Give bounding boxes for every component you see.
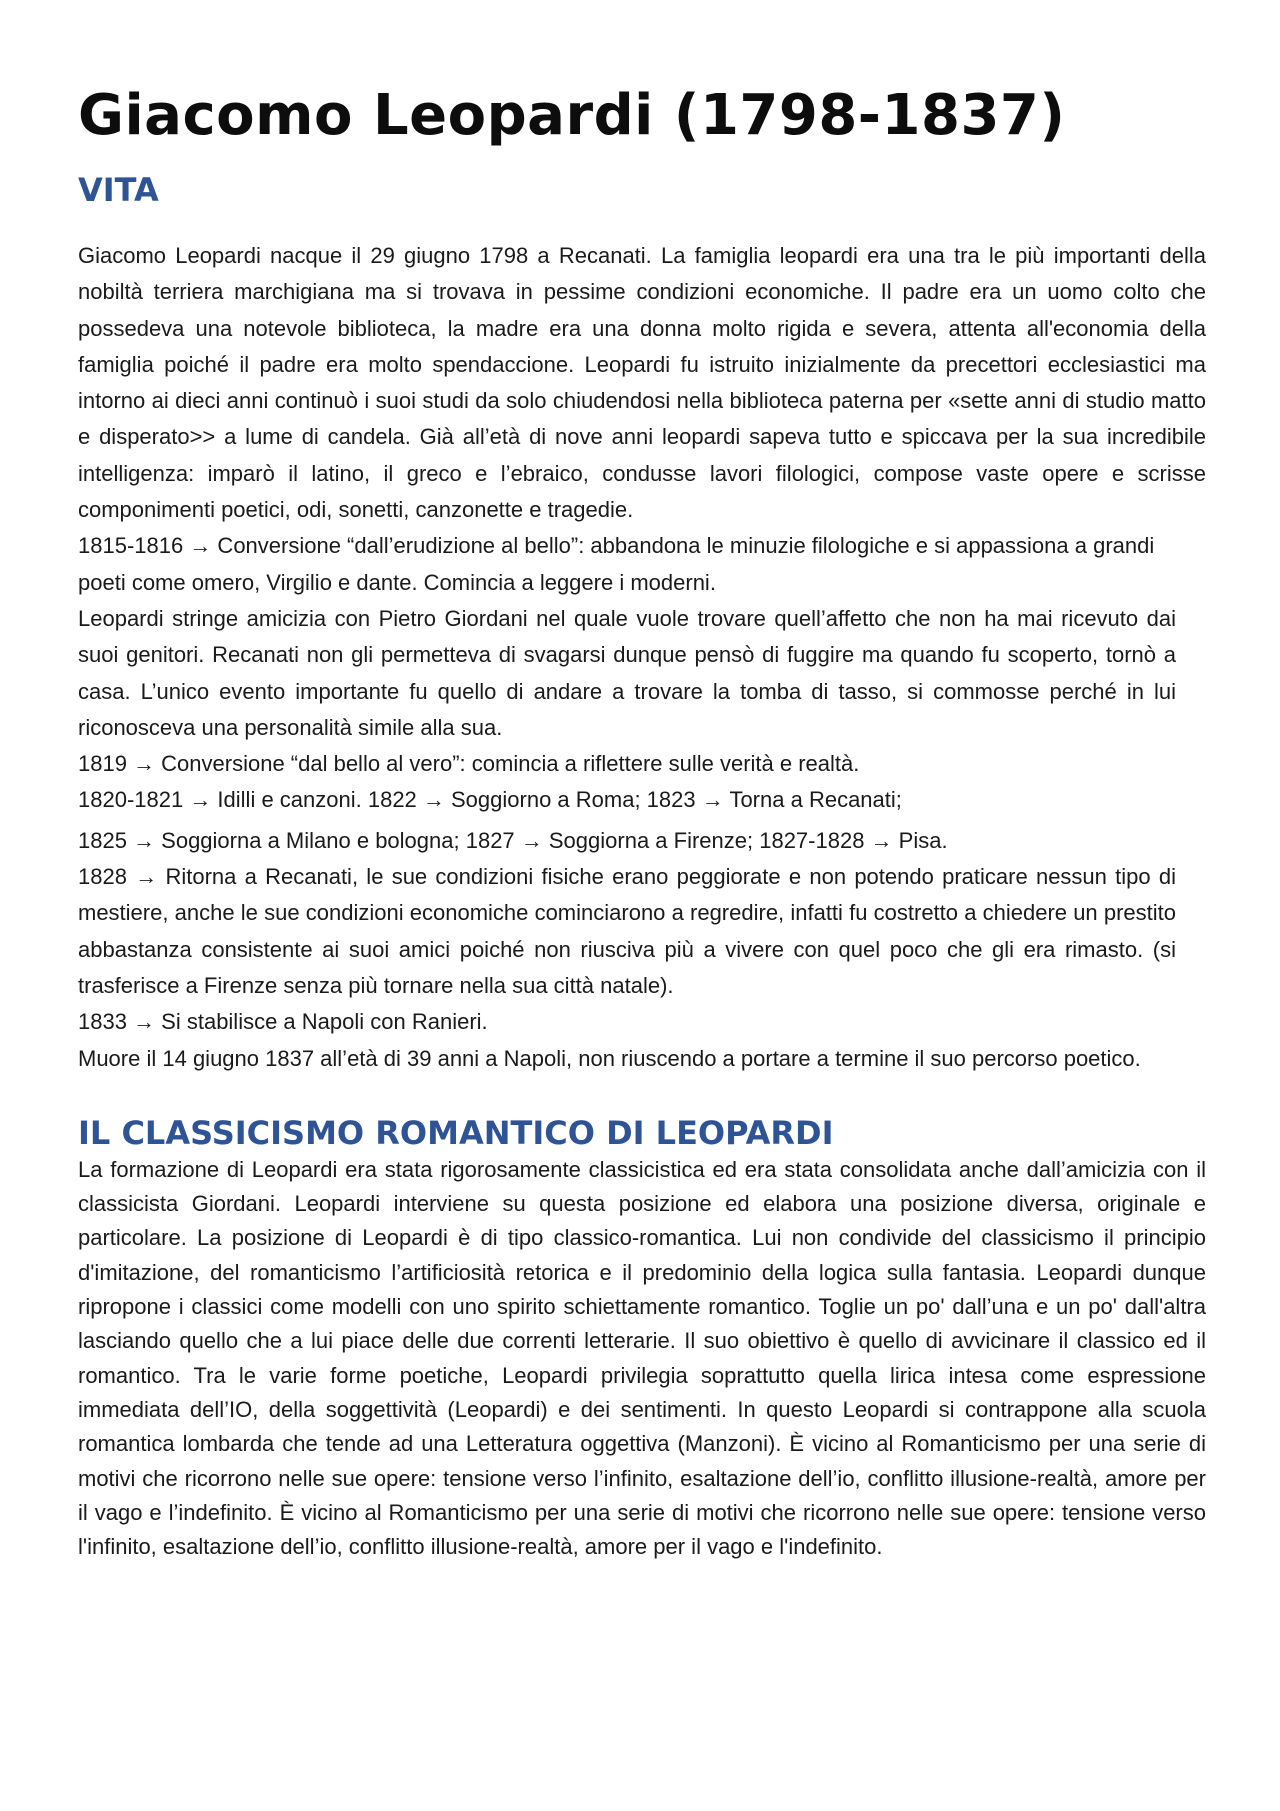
paragraph: La formazione di Leopardi era stata rigorosamente classicistica ed era stata consolidata anche dall’amicizia con il classicista Giordani. Leopardi interviene su questa posizione ed elabora una posizione diversa, originale e particolare. La posizione di Leopardi è di tipo classico-romantica. Lui non condivide del classicismo il principio d'imitazione, del romanticismo l’artificiosità retorica e il predominio della logica sulla fantasia. Leopardi dunque ripropone i classici come modelli con uno spirito schiettamente romantico. Toglie un po' dall’una e un po' dall'altra lasciando quello che a lui piace delle due correnti letterarie. Il suo obiettivo è quello di avvicinare il classico ed il romantico. Tra le varie forme poetiche, Leopardi privilegia soprattutto quella lirica intesa come espressione immediata dell’IO, della soggettività (Leopardi) e dei sentimenti. In questo Leopardi si contrappone alla scuola romantica lombarda che tende ad una Letteratura oggettiva (Manzoni). È vicino al Romanticismo per una serie di motivi che ricorrono nelle sue opere: tensione verso l’infinito, esaltazione dell’io, conflitto illusione-realtà, amore per il vago e l’indefinito. È vicino al Romanticismo per una serie di motivi che ricorrono nelle sue opere: tensione verso l'infinito, esaltazione dell’io, conflitto illusione-realtà, amore per il vago e l'indefinito. [78,1156,1206,1560]
paragraph: Muore il 14 giugno 1837 all’età di 39 anni a Napoli, non riuscendo a portare a termine il suo percorso poetico. [78,1045,1141,1071]
document-title: Giacomo Leopardi (1798-1837) [78,83,1066,148]
paragraph: 1825 → Soggiorna a Milano e bologna; 1827 → Soggiorna a Firenze; 1827-1828 → Pisa. [78,827,948,853]
paragraph: Giacomo Leopardi nacque il 29 giugno 1798 a Recanati. La famiglia leopardi era una tra le più importanti della nobiltà terriera marchigiana ma si trovava in pessime condizioni economiche. Il padre era un uomo colto che possedeva una notevole biblioteca, la madre era una donna molto rigida e severa, attenta all'economia della famiglia poiché il padre era molto spendaccione. Leopardi fu istruito inizialmente da precettori ecclesiastici ma intorno ai dieci anni continuò i suoi studi da solo chiudendosi nella biblioteca paterna per «sette anni di studio matto e disperato>> a lume di candela. Già all’età di nove anni leopardi sapeva tutto e spiccava per la sua incredibile intelligenza: imparò il latino, il greco e l’ebraico, condusse lavori filologici, compose vaste opere e scrisse componimenti poetici, odi, sonetti, canzonette e tragedie. [78,243,1206,523]
paragraph: Leopardi stringe amicizia con Pietro Giordani nel quale vuole trovare quell’affetto che non ha mai ricevuto dai suoi genitori. Recanati non gli permetteva di svagarsi dunque pensò di fuggire ma quando fu scoperto, tornò a casa. L’unico evento importante fu quello di andare a trovare la tomba di tasso, si commosse perché in lui riconosceva una personalità simile alla sua. [78,605,1176,740]
document-page [78,74,1206,1564]
paragraph: 1828 → Ritorna a Recanati, le sue condizioni fisiche erano peggiorate e non potendo praticare nessun tipo di mestiere, anche le sue condizioni economiche cominciarono a regredire, infatti fu costretto a chiedere un prestito abbastanza consistente ai suoi amici poiché non riusciva più a vivere con quel poco che gli era rimasto. (si trasferisce a Firenze senza più tornare nella sua città natale). [78,864,1176,998]
section-heading-classicismo: IL CLASSICISMO ROMANTICO DI LEOPARDI [78,1113,834,1152]
section-body-classicismo [78,1153,1206,1565]
paragraph: 1833 → Si stabilisce a Napoli con Ranieri. [78,1009,488,1035]
section-heading-vita: VITA [78,171,159,209]
paragraph: 1820-1821 → Idilli e canzoni. 1822 → Soggiorno a Roma; 1823 → Torna a Recanati; [78,787,902,813]
paragraph: 1819 → Conversione “dal bello al vero”: comincia a riflettere sulle verità e realtà. [78,751,860,777]
section-body-vita [78,238,1206,1077]
paragraph: 1815-1816 → Conversione “dall’erudizione al bello”: abbandona le minuzie filologiche e si appassiona a grandi poeti come omero, Virgilio e dante. Comincia a leggere i moderni. [78,533,1155,595]
